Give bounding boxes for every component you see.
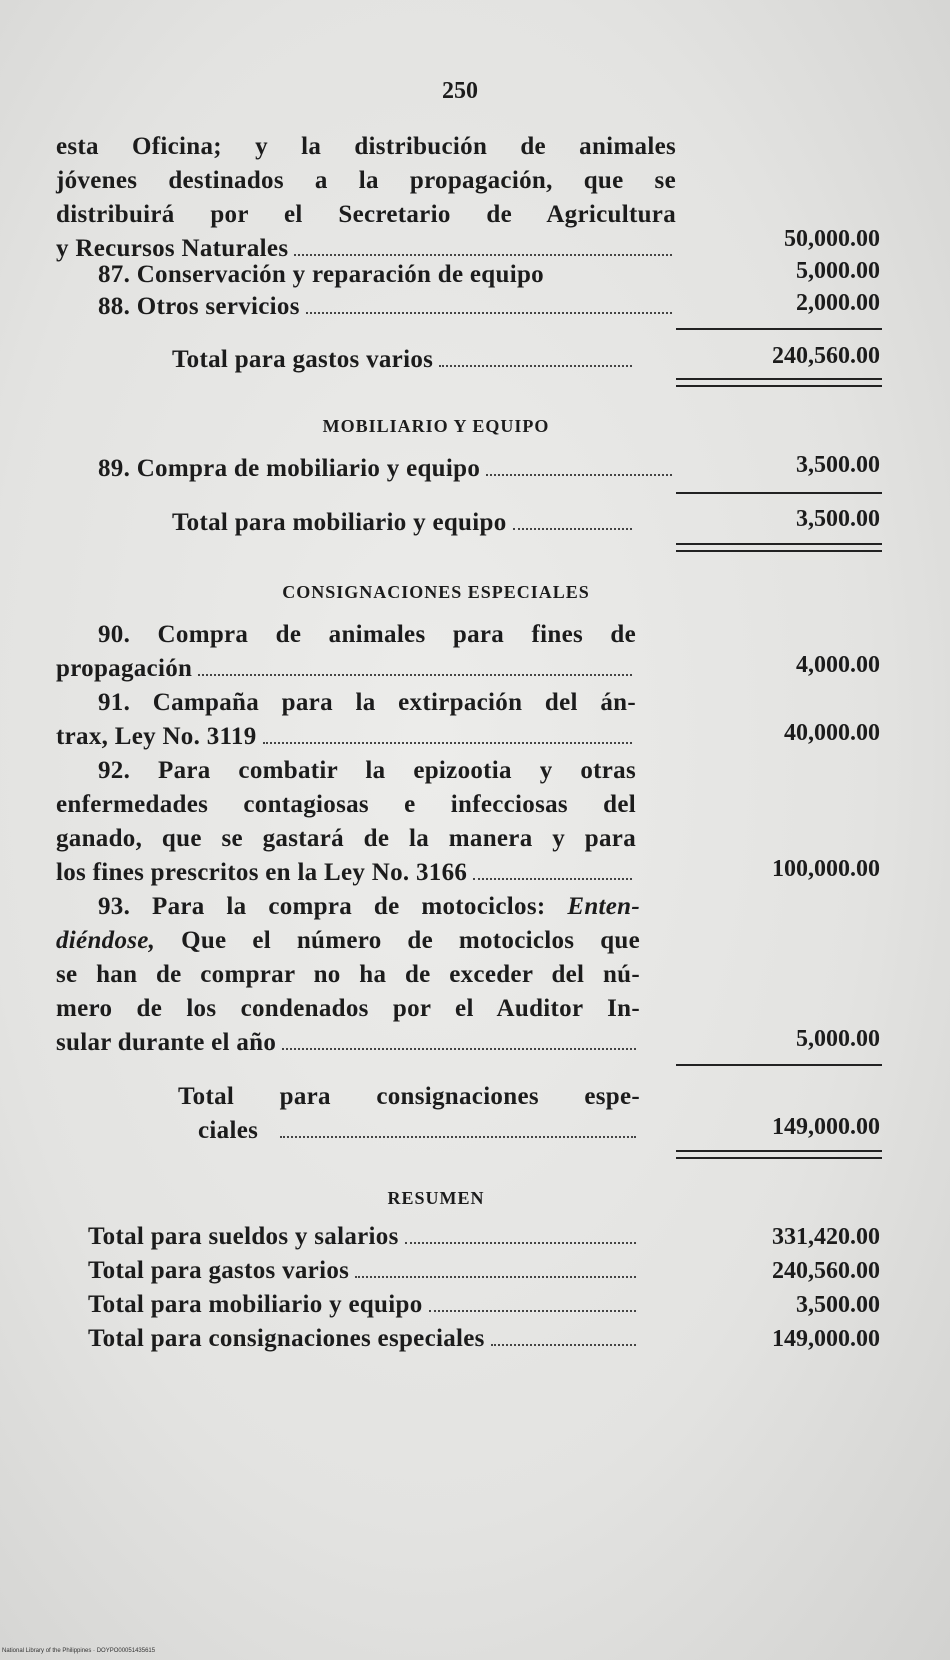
text-line: esta Oficina; y la distribución de animales — [56, 133, 676, 160]
amount: 40,000.00 — [784, 720, 880, 746]
amount: 4,000.00 — [796, 652, 880, 678]
amount: 331,420.00 — [772, 1224, 880, 1250]
item-label: 89. Compra de mobiliario y equipo — [98, 455, 481, 482]
dot-leader — [473, 878, 632, 880]
resumen-row: Total para sueldos y salarios — [88, 1220, 640, 1254]
double-rule — [676, 1150, 882, 1159]
dot-leader — [486, 474, 672, 476]
subtotal-rule — [676, 1064, 882, 1066]
text-line: 90. Compra de animales para fines de — [98, 621, 636, 648]
item-label: 88. Otros servicios — [98, 293, 300, 320]
resumen-row: Total para mobiliario y equipo — [88, 1288, 640, 1322]
footer-credit: National Library of the Philippines · DOYPO00051435615 — [2, 1648, 156, 1654]
amount: 2,000.00 — [796, 290, 880, 316]
amount: 3,500.00 — [796, 452, 880, 478]
text-line: 93. Para la compra de motociclos: Enten- — [98, 893, 640, 920]
resumen-row: Total para gastos varios — [88, 1254, 640, 1288]
amount: 50,000.00 — [784, 226, 880, 252]
dot-leader — [429, 1310, 636, 1312]
item-89 — [56, 452, 676, 486]
dot-leader — [282, 1048, 636, 1050]
total-amount: 240,560.00 — [772, 343, 880, 369]
page-number: 250 — [442, 78, 478, 104]
subtotal-rule — [676, 328, 882, 330]
dot-leader — [491, 1344, 636, 1346]
dot-leader — [198, 674, 632, 676]
item-88 — [56, 290, 676, 324]
dot-leader — [294, 254, 672, 256]
total-amount: 149,000.00 — [772, 1114, 880, 1140]
text-line: distribuirá por el Secretario de Agricultura — [56, 201, 676, 228]
total-gastos-varios — [172, 343, 636, 377]
resumen-list — [88, 1220, 640, 1356]
item-87 — [56, 258, 676, 292]
text-line: 92. Para combatir la epizootia y otras — [98, 757, 636, 784]
text-line: propagación — [56, 655, 193, 682]
text-line: ganado, que se gastará de la manera y para — [56, 825, 636, 852]
text-line: se han de comprar no ha de exceder del nú- — [56, 961, 640, 988]
subtotal-rule — [676, 492, 882, 494]
total-label: Total para consignaciones espe- — [178, 1083, 640, 1110]
dot-leader — [306, 312, 672, 314]
text-line: y Recursos Naturales — [56, 235, 289, 262]
total-label: Total para gastos varios — [172, 346, 434, 373]
item-92 — [56, 754, 636, 890]
text-line: mero de los condenados por el Auditor In- — [56, 995, 640, 1022]
dot-leader — [280, 1136, 636, 1138]
item-91 — [56, 686, 636, 754]
amount: 3,500.00 — [796, 1292, 880, 1318]
double-rule — [676, 378, 882, 387]
text-line: 91. Campaña para la extirpación del án- — [98, 689, 636, 716]
resumen-row: Total para consignaciones especiales — [88, 1322, 640, 1356]
item-93 — [56, 890, 640, 1060]
amount: 149,000.00 — [772, 1326, 880, 1352]
dot-leader — [513, 528, 632, 530]
item-90 — [56, 618, 636, 686]
resumen-amounts — [700, 1220, 880, 1356]
section-heading-resumen: RESUMEN — [387, 1188, 485, 1208]
double-rule — [676, 543, 882, 552]
amount: 240,560.00 — [772, 1258, 880, 1284]
text-line: trax, Ley No. 3119 — [56, 723, 257, 750]
intro-paragraph — [56, 130, 676, 266]
text-line: jóvenes destinados a la propagación, que se — [56, 167, 676, 194]
dot-leader — [405, 1242, 636, 1244]
text-line: enfermedades contagiosas e infecciosas del — [56, 791, 636, 818]
total-label: ciales — [198, 1117, 259, 1144]
dot-leader — [263, 742, 632, 744]
text-line: diéndose, Que el número de motociclos que — [56, 927, 640, 954]
total-mobiliario — [172, 506, 636, 540]
total-consignaciones — [178, 1080, 640, 1148]
total-amount: 3,500.00 — [796, 506, 880, 532]
item-label: 87. Conservación y reparación de equipo — [98, 261, 544, 288]
amount: 5,000.00 — [796, 258, 880, 284]
section-heading-consignaciones: CONSIGNACIONES ESPECIALES — [282, 582, 590, 602]
dot-leader — [439, 365, 632, 367]
section-heading-mobiliario: MOBILIARIO Y EQUIPO — [322, 416, 550, 436]
text-line: los fines prescritos en la Ley No. 3166 — [56, 859, 468, 886]
amount: 100,000.00 — [772, 856, 880, 882]
text-line: sular durante el año — [56, 1029, 277, 1056]
total-label: Total para mobiliario y equipo — [172, 509, 507, 536]
dot-leader — [355, 1276, 636, 1278]
amount: 5,000.00 — [796, 1026, 880, 1052]
